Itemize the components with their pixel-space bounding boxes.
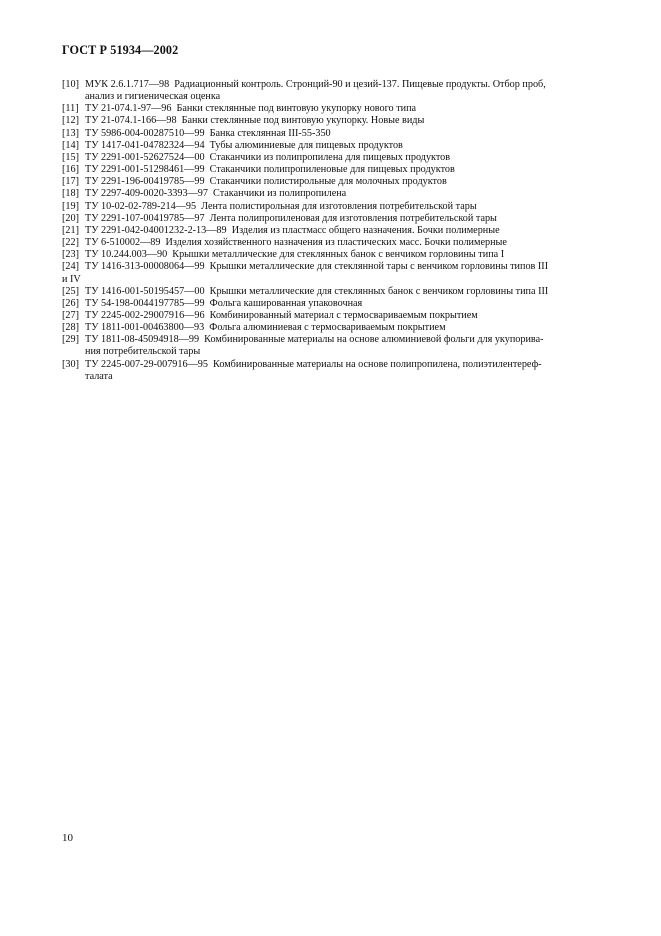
reference-item <box>62 188 600 200</box>
reference-code: ТУ 21-074.1-166—98 <box>85 115 177 127</box>
reference-code: ТУ 54-198-0044197785—99 <box>85 297 205 309</box>
reference-item <box>62 225 600 237</box>
reference-number: [14] <box>62 139 79 151</box>
reference-item <box>62 298 600 310</box>
reference-title: Банки стеклянные под винтовую укупорку нового типа <box>176 103 417 115</box>
reference-item <box>62 261 600 285</box>
reference-line <box>62 359 600 371</box>
reference-item <box>62 286 600 298</box>
reference-number: [27] <box>62 309 79 321</box>
reference-number: [26] <box>62 297 79 309</box>
reference-code: ТУ 1417-041-04782324—94 <box>85 139 205 151</box>
reference-line <box>62 128 600 140</box>
reference-title: Крышки металлические для стеклянных банок с венчиком горловины типа I <box>172 249 505 261</box>
reference-title: Изделия хозяйственного назначения из пластических масс. Бочки полимерные <box>165 237 507 249</box>
reference-number: [18] <box>62 188 79 200</box>
reference-number: [21] <box>62 224 79 236</box>
reference-number: [25] <box>62 285 79 297</box>
reference-line <box>62 225 600 237</box>
reference-title: Стаканчики из полипропилена для пищевых продуктов <box>209 151 451 163</box>
reference-code: ТУ 1416-313-00008064—99 <box>85 261 205 273</box>
reference-number: [11] <box>62 103 79 115</box>
document-header: ГОСТ Р 51934—2002 <box>62 43 179 57</box>
reference-line <box>62 201 600 213</box>
reference-line <box>62 322 600 334</box>
reference-item <box>62 79 600 103</box>
reference-item <box>62 213 600 225</box>
reference-number: [12] <box>62 115 79 127</box>
reference-line <box>62 103 600 115</box>
reference-line <box>62 140 600 152</box>
reference-item <box>62 322 600 334</box>
bibliography-list <box>62 79 600 383</box>
reference-line <box>62 115 600 127</box>
reference-code: ТУ 21-074.1-97—96 <box>85 103 172 115</box>
reference-title: Фольга алюминиевая с термосвариваемым покрытием <box>209 322 446 334</box>
reference-number: [23] <box>62 249 79 261</box>
reference-item <box>62 115 600 127</box>
reference-code: ТУ 10-02-02-789-214—95 <box>85 200 197 212</box>
reference-number: [24] <box>62 261 79 273</box>
reference-item <box>62 201 600 213</box>
reference-number: [22] <box>62 237 79 249</box>
reference-title-continuation: талата <box>85 370 113 382</box>
reference-title: Тубы алюминиевые для пищевых продуктов <box>209 139 403 151</box>
reference-title: Крышки металлические для стеклянной тары с венчиком горловины типов III <box>209 261 549 273</box>
reference-line <box>62 334 600 346</box>
reference-title: Лента полистирольная для изготовления потребительской тары <box>201 200 477 212</box>
reference-line <box>62 298 600 310</box>
reference-number: [16] <box>62 164 79 176</box>
reference-number: [15] <box>62 151 79 163</box>
reference-line <box>62 152 600 164</box>
reference-item <box>62 310 600 322</box>
reference-code: ТУ 2291-001-52627524—00 <box>85 151 205 163</box>
reference-item <box>62 103 600 115</box>
reference-code: ТУ 6-510002—89 <box>85 237 161 249</box>
reference-number: [13] <box>62 127 79 139</box>
reference-line <box>62 188 600 200</box>
reference-title: Комбинированные материалы на основе алюминиевой фольги для укупорива- <box>204 334 544 346</box>
reference-item <box>62 140 600 152</box>
reference-item <box>62 334 600 358</box>
reference-line <box>62 176 600 188</box>
reference-line <box>62 164 600 176</box>
reference-line <box>62 286 600 298</box>
reference-number: [20] <box>62 212 79 224</box>
reference-number: [29] <box>62 334 79 346</box>
reference-code: ТУ 2297-409-0020-3393—97 <box>85 188 208 200</box>
reference-code: ТУ 2245-007-29-007916—95 <box>85 358 208 370</box>
reference-line <box>62 310 600 322</box>
reference-title-continuation: ния потребительской тары <box>85 346 201 358</box>
reference-code: ТУ 2291-042-04001232-2-13—89 <box>85 224 227 236</box>
reference-title-continuation: и IV <box>62 273 81 285</box>
reference-title: Радиационный контроль. Стронций-90 и цезий-137. Пищевые продукты. Отбор проб, <box>174 79 546 90</box>
reference-code: ТУ 1811-08-45094918—99 <box>85 334 200 346</box>
reference-item <box>62 152 600 164</box>
reference-line <box>62 249 600 261</box>
reference-code: ТУ 2291-001-51298461—99 <box>85 164 205 176</box>
reference-line <box>62 79 600 91</box>
reference-code: ТУ 10.244.003—90 <box>85 249 168 261</box>
reference-code: ТУ 1416-001-50195457—00 <box>85 285 205 297</box>
reference-title: Банки стеклянные под винтовую укупорку. Новые виды <box>181 115 425 127</box>
reference-number: [30] <box>62 358 79 370</box>
reference-code: ТУ 2291-196-00419785—99 <box>85 176 205 188</box>
reference-line <box>62 261 600 273</box>
reference-code: МУК 2.6.1.717—98 <box>85 79 170 90</box>
page-number: 10 <box>62 832 73 844</box>
reference-code: ТУ 2245-002-29007916—96 <box>85 309 205 321</box>
reference-number: [28] <box>62 322 79 334</box>
reference-title: Стаканчики из полипропилена <box>213 188 347 200</box>
reference-title: Банка стеклянная III-55-350 <box>209 127 331 139</box>
reference-item <box>62 359 600 383</box>
reference-code: ТУ 5986-004-00287510—99 <box>85 127 205 139</box>
reference-title: Стаканчики полипропиленовые для пищевых продуктов <box>209 164 455 176</box>
reference-code: ТУ 1811-001-00463800—93 <box>85 322 205 334</box>
reference-number: [10] <box>62 79 79 90</box>
reference-line <box>62 237 600 249</box>
reference-title: Комбинированный материал с термосвариваемым покрытием <box>209 309 478 321</box>
reference-title-continuation: анализ и гигиеническая оценка <box>85 91 221 103</box>
reference-number: [19] <box>62 200 79 212</box>
reference-line <box>62 213 600 225</box>
reference-item <box>62 249 600 261</box>
reference-item <box>62 237 600 249</box>
reference-title: Крышки металлические для стеклянных банок с венчиком горловины типа III <box>209 285 549 297</box>
reference-title: Комбинированные материалы на основе полипропилена, полиэтилентереф- <box>213 358 542 370</box>
reference-item <box>62 164 600 176</box>
reference-item <box>62 176 600 188</box>
reference-code: ТУ 2291-107-00419785—97 <box>85 212 205 224</box>
reference-title: Лента полипропиленовая для изготовления потребительской тары <box>209 212 497 224</box>
reference-title: Фольга кашированная упаковочная <box>209 297 363 309</box>
reference-item <box>62 128 600 140</box>
reference-number: [17] <box>62 176 79 188</box>
reference-title: Стаканчики полистирольные для молочных продуктов <box>209 176 447 188</box>
reference-title: Изделия из пластмасс общего назначения. Бочки полимерные <box>231 224 500 236</box>
